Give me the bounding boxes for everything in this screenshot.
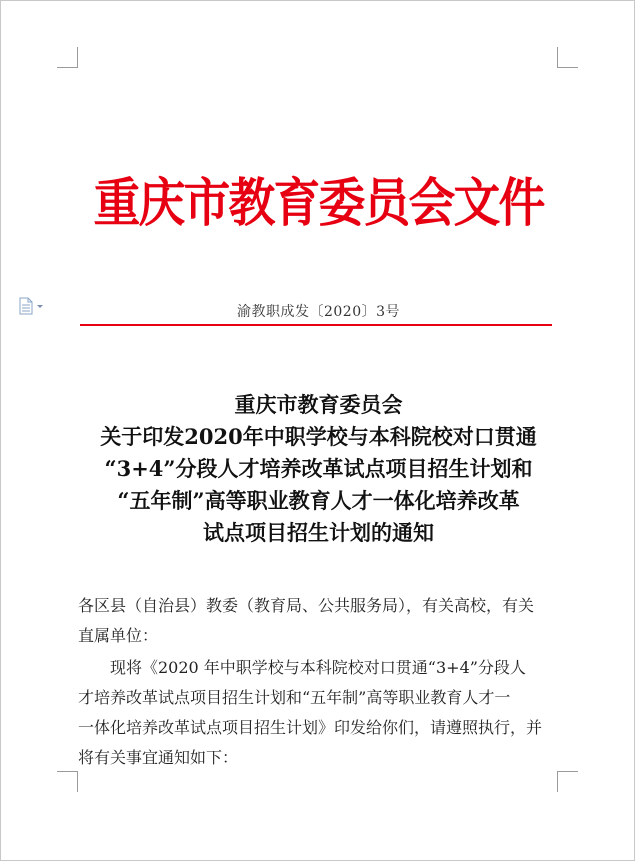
crop-mark-top-left bbox=[57, 47, 78, 68]
red-divider-line bbox=[80, 324, 552, 326]
paragraph-line: 现将《2020 年中职学校与本科院校对口贯通“3+4”分段人 bbox=[110, 658, 526, 677]
addressee-line: 直属单位： bbox=[78, 626, 159, 645]
body-paragraph bbox=[78, 653, 558, 773]
crop-mark-top-right bbox=[557, 47, 578, 68]
addressee-line: 各区县（自治县）教委（教育局、公共服务局），有关高校，有关 bbox=[78, 596, 535, 615]
title-line: 关于印发2020年中职学校与本科院校对口贯通 bbox=[100, 424, 537, 449]
paragraph-line: 一体化培养改革试点项目招生计划》印发给你们，请遵照执行，并 bbox=[78, 718, 543, 737]
document-masthead: 重庆市教育委员会文件 bbox=[93, 174, 544, 234]
notice-title bbox=[61, 389, 576, 549]
crop-mark-bottom-right bbox=[557, 771, 578, 792]
document-number: 渝教职成发〔2020〕3号 bbox=[236, 304, 401, 320]
document-options-icon[interactable] bbox=[17, 297, 47, 315]
paragraph-line: 将有关事宜通知如下： bbox=[78, 748, 239, 767]
title-line: 试点项目招生计划的通知 bbox=[203, 520, 434, 545]
title-line: 重庆市教育委员会 bbox=[234, 392, 403, 417]
addressee bbox=[78, 591, 558, 651]
crop-mark-bottom-left bbox=[57, 771, 78, 792]
title-line: “3+4”分段人才培养改革试点项目招生计划和 bbox=[104, 456, 533, 481]
paragraph-line: 才培养改革试点项目招生计划和“五年制”高等职业教育人才一 bbox=[78, 688, 511, 707]
title-line: “五年制”高等职业教育人才一体化培养改革 bbox=[117, 488, 520, 513]
